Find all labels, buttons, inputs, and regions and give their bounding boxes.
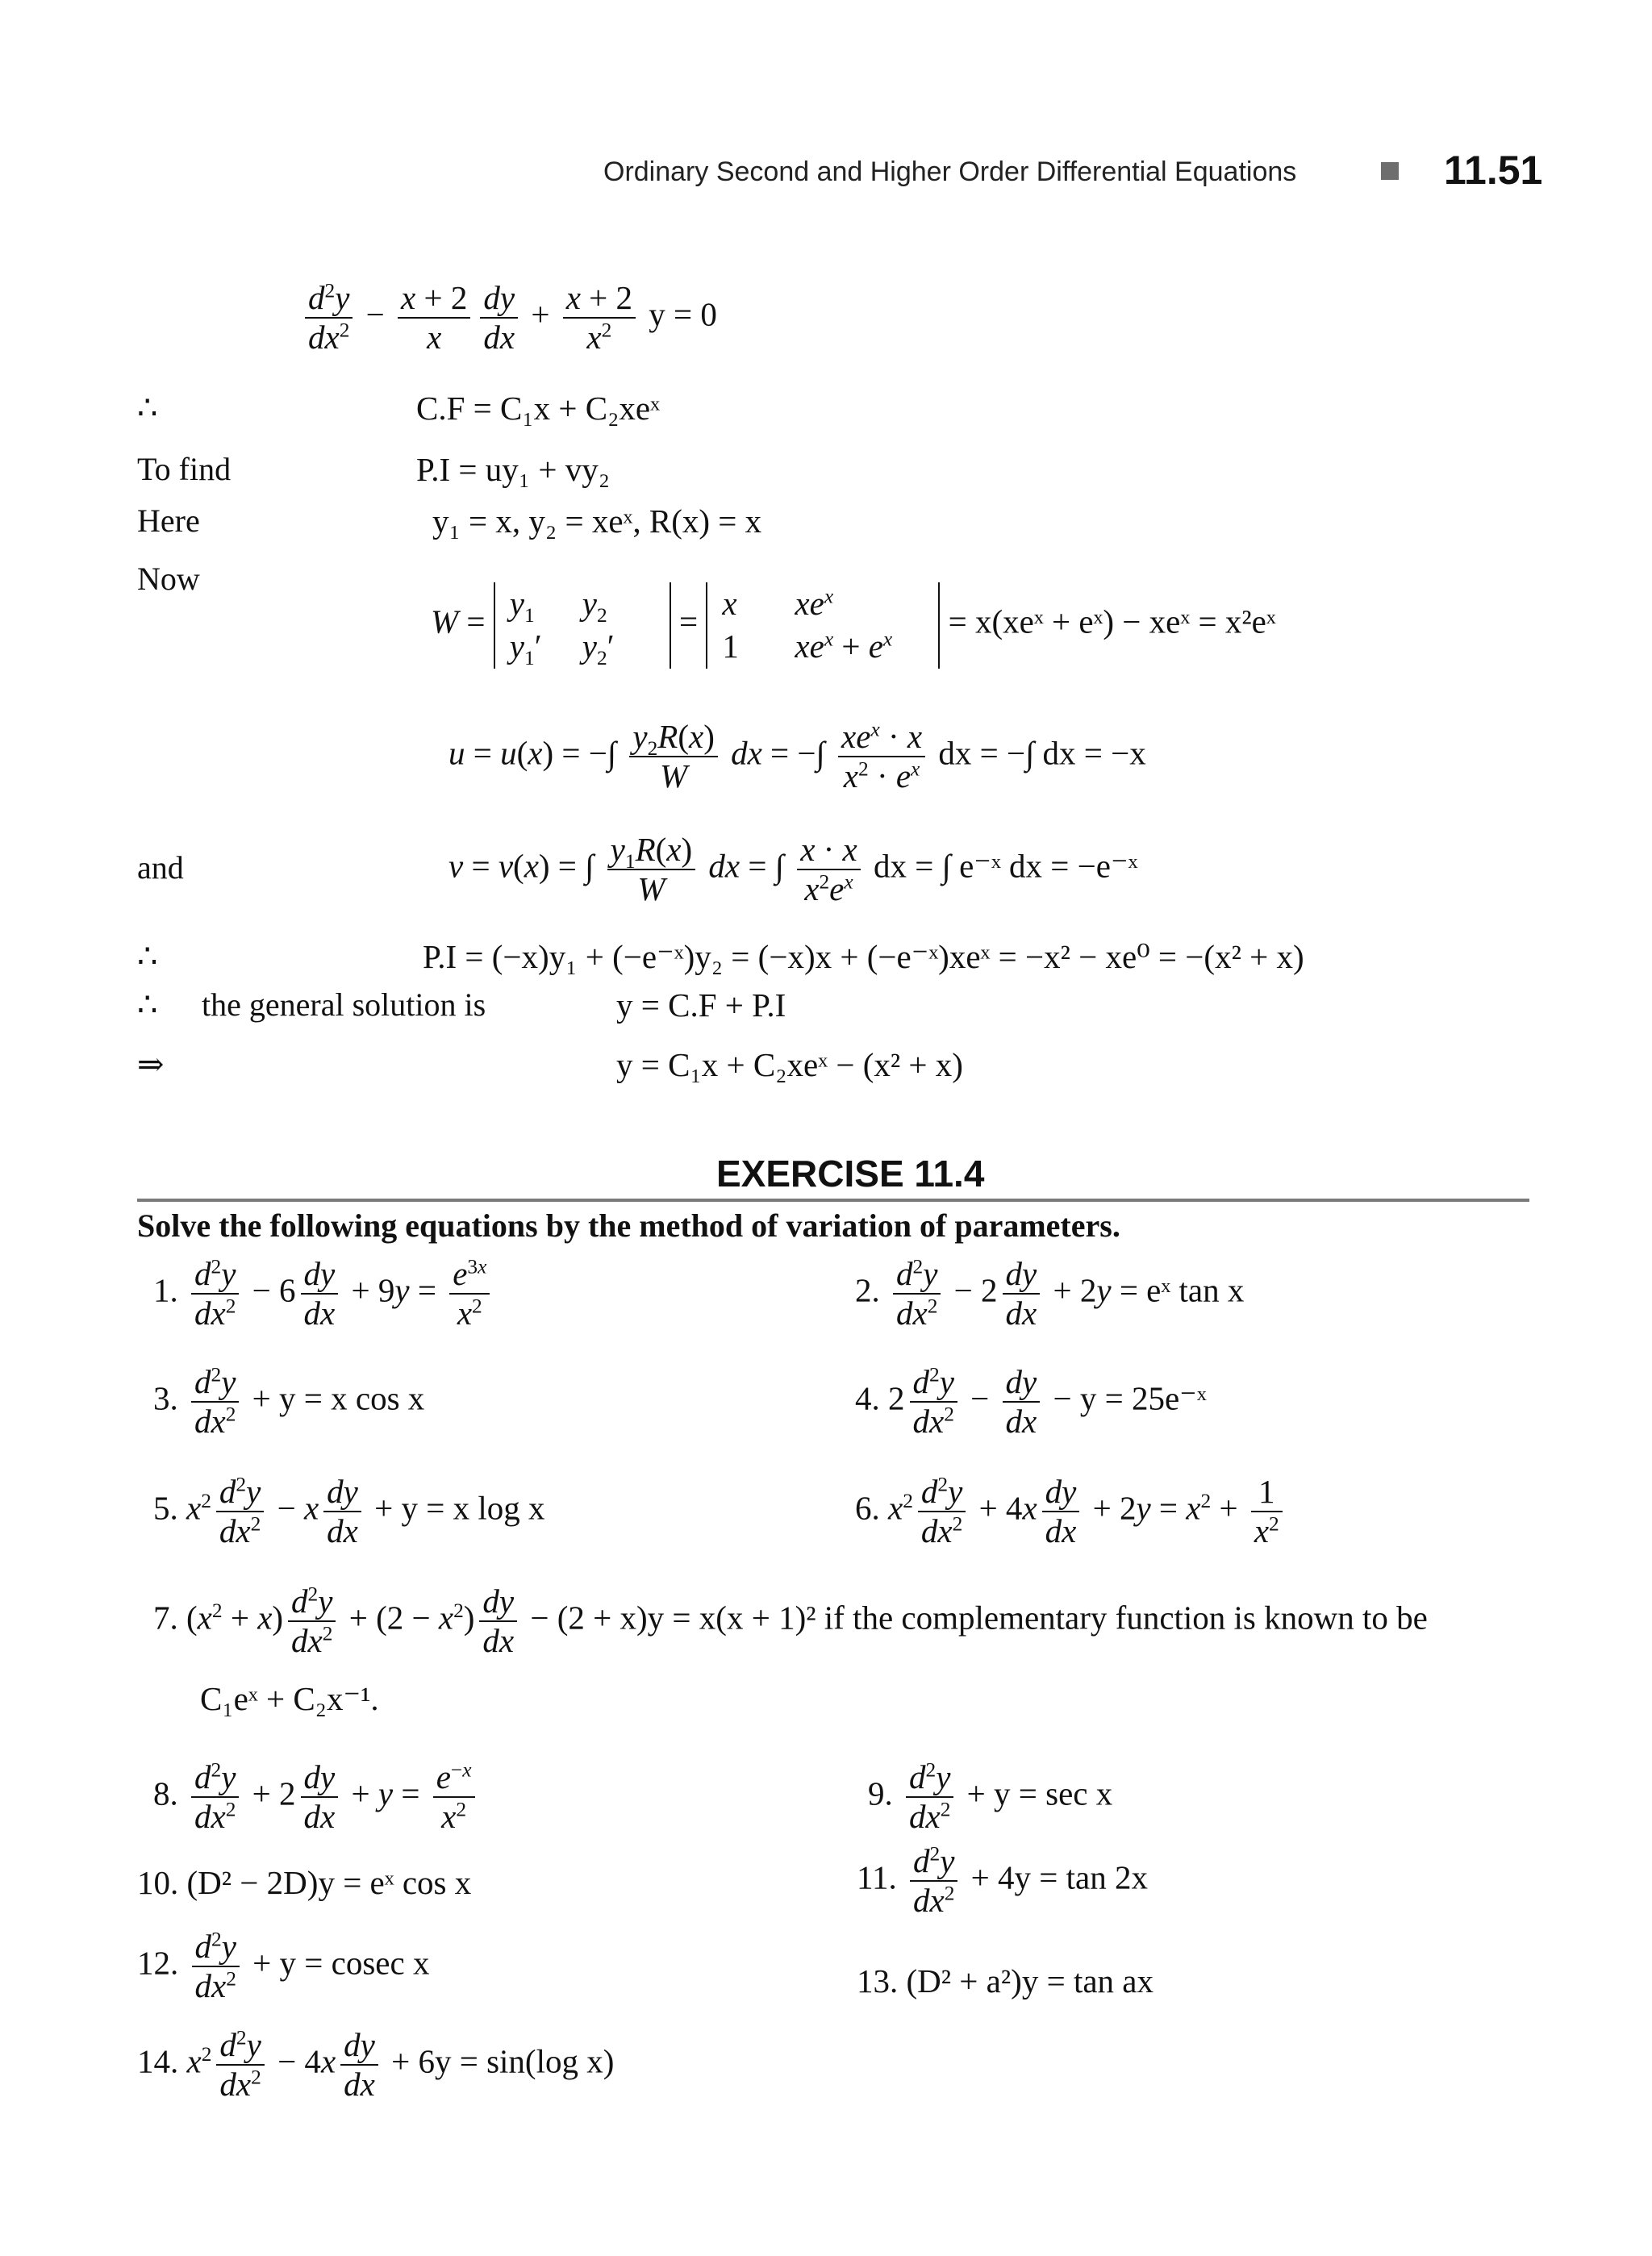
- problem-10: [137, 1866, 471, 1899]
- problem-number: 10.: [137, 1864, 179, 1901]
- u-result: dx = −∫ dx = −x: [938, 734, 1146, 772]
- problem-10-text: (D² − 2D)y = eˣ cos x: [186, 1864, 472, 1901]
- problem-number: 5.: [153, 1489, 178, 1527]
- problem-number: 12.: [137, 1944, 179, 1982]
- problem-4: 4. 2 $\frac{d^2y}{dx^2}$ − $\frac{dy}{dx}$ − y = 25e⁻ˣ: [855, 1363, 1207, 1441]
- problem-11-rhs: + 4y = tan 2x: [970, 1858, 1148, 1896]
- running-header-title: Ordinary Second and Higher Order Differential Equations: [603, 156, 1297, 187]
- problem-number: 6.: [855, 1489, 880, 1527]
- implies-symbol: ⇒: [137, 1046, 165, 1082]
- exercise-instruction: Solve the following equations by the method of variation of parameters.: [137, 1207, 1120, 1244]
- problem-14: 14. $x^2$ $\frac{d^2y}{dx^2}$ − 4x $\frac{dy}{dx}$ + 6y = sin(log x): [137, 2026, 615, 2104]
- problem-5: 5. $x^2$ $\frac{d^2y}{dx^2}$ − x $\frac{dy}{dx}$ + y = x log x: [153, 1473, 545, 1550]
- v-equation: v = v(x) = ∫ $\frac{y_1R(x)}{W}$ dx = ∫ $\frac{x \cdot x}{x^2e^x}$ dx = ∫ e⁻ˣ dx = −e⁻ˣ: [448, 831, 1138, 908]
- label-to-find: To find: [137, 451, 232, 487]
- label-here: Here: [137, 502, 200, 539]
- wronskian-value-determinant: x $xe^x$ 1 $xe^x + e^x$: [706, 582, 940, 669]
- general-solution-form: y = C.F + P.I: [616, 986, 786, 1024]
- problem-13: [857, 1962, 1153, 2000]
- problem-7-rhs: − (2 + x)y = x(x + 1)² if the complementary function is known to be: [530, 1599, 1428, 1637]
- problem-6: 6. $x^2$ $\frac{d^2y}{dx^2}$ + 4x $\frac{dy}{dx}$ + $2y = x^2$ + $\frac{1}{x^2}$: [855, 1473, 1287, 1550]
- wronskian-symbolic-determinant: $y_1$ $y_2$ $y_1'$ $y_2'$: [494, 582, 671, 669]
- label-general-solution: the general solution is: [202, 986, 486, 1023]
- problem-9-rhs: + y = sec x: [966, 1774, 1113, 1812]
- problem-number: 13.: [857, 1962, 899, 2000]
- problem-number: 7.: [153, 1599, 178, 1637]
- problem-number: 9.: [868, 1774, 893, 1812]
- complementary-function: C.F = C₁x + C₂xeˣ: [416, 390, 660, 427]
- problem-13-text: (D² + a²)y = tan ax: [906, 1962, 1153, 2000]
- therefore-symbol-3: ∴: [137, 986, 158, 1023]
- problem-14-rhs: + 6y = sin(log x): [391, 2042, 615, 2080]
- problem-number: 1.: [153, 1271, 178, 1309]
- solution-values: y₁ = x, y₂ = xeˣ, R(x) = x: [432, 502, 762, 540]
- ode-rhs: y = 0: [649, 295, 717, 333]
- problem-7-continuation: C₁eˣ + C₂x⁻¹.: [200, 1680, 379, 1717]
- particular-integral-form: P.I = uy₁ + vy₂: [416, 451, 610, 488]
- problem-number: 4.: [855, 1379, 880, 1417]
- problem-1: 1. $\frac{d^2y}{dx^2}$ − 6 $\frac{dy}{dx}$ + 9y = $\frac{e^{3x}}{x^2}$: [153, 1255, 494, 1332]
- problem-3: 3. $\frac{d^2y}{dx^2}$ + y = x cos x: [153, 1363, 425, 1441]
- problem-8: 8. $\frac{d^2y}{dx^2}$ + 2 $\frac{dy}{dx}$ + y = $\frac{e^{-x}}{x^2}$: [153, 1758, 480, 1836]
- ode-equation: $\frac{d^2y}{dx^2}$ − $\frac{x + 2}{x}$ $\frac{dy}{dx}$ + $\frac{x + 2}{x^2}$ y = 0: [300, 279, 717, 357]
- header-square-icon: [1381, 162, 1399, 180]
- problem-2-rhs: = eˣ tan x: [1119, 1271, 1245, 1309]
- problem-number: 8.: [153, 1774, 178, 1812]
- problem-number: 2.: [855, 1271, 880, 1309]
- exercise-rule: [137, 1199, 1529, 1202]
- exercise-title: EXERCISE 11.4: [716, 1153, 985, 1195]
- particular-integral-result: P.I = (−x)y₁ + (−e⁻ˣ)y₂ = (−x)x + (−e⁻ˣ)xeˣ = −x² − xe⁰ = −(x² + x): [423, 938, 1304, 975]
- wronskian-equation: W = $y_1$ $y_2$ $y_1'$ $y_2'$ = x $xe^x$ 1 $xe^x + e^x$ = x(xeˣ + eˣ) − xeˣ = x²eˣ: [431, 582, 1276, 669]
- label-and: and: [137, 849, 184, 886]
- problem-3-rhs: + y = x cos x: [252, 1379, 425, 1417]
- problem-12-rhs: + y = cosec x: [252, 1944, 430, 1982]
- therefore-symbol-2: ∴: [137, 938, 158, 974]
- wronskian-result: = x(xeˣ + eˣ) − xeˣ = x²eˣ: [948, 603, 1276, 640]
- problem-number: 14.: [137, 2042, 179, 2080]
- v-result: dx = ∫ e⁻ˣ dx = −e⁻ˣ: [874, 847, 1138, 885]
- label-now: Now: [137, 561, 200, 597]
- problem-7: 7. $(x^2 + x)$ $\frac{d^2y}{dx^2}$ + $(2 - x^2)$ $\frac{dy}{dx}$ − (2 + x)y = x(x + 1)² if the complementary function is known to be: [153, 1583, 1428, 1660]
- problem-2: 2. $\frac{d^2y}{dx^2}$ − 2 $\frac{dy}{dx}$ + 2y = eˣ tan x: [855, 1255, 1245, 1332]
- problem-number: 11.: [857, 1858, 897, 1896]
- problem-5-rhs: + y = x log x: [374, 1489, 545, 1527]
- problem-9: 9. $\frac{d^2y}{dx^2}$ + y = sec x: [868, 1758, 1113, 1836]
- problem-12: 12. $\frac{d^2y}{dx^2}$ + y = cosec x: [137, 1928, 430, 2005]
- general-solution-final: y = C₁x + C₂xeˣ − (x² + x): [616, 1046, 963, 1083]
- therefore-symbol: ∴: [137, 390, 158, 426]
- problem-11: 11. $\frac{d^2y}{dx^2}$ + 4y = tan 2x: [857, 1842, 1148, 1920]
- u-equation: u = u(x) = −∫ $\frac{y_2R(x)}{W}$ dx = −∫ $\frac{xe^x \cdot x}{x^2 \cdot e^x}$ dx = −∫ dx = −x: [448, 718, 1146, 795]
- problem-4-rhs: − y = 25e⁻ˣ: [1053, 1379, 1207, 1417]
- page-number: 11.51: [1444, 148, 1543, 193]
- problem-number: 3.: [153, 1379, 178, 1417]
